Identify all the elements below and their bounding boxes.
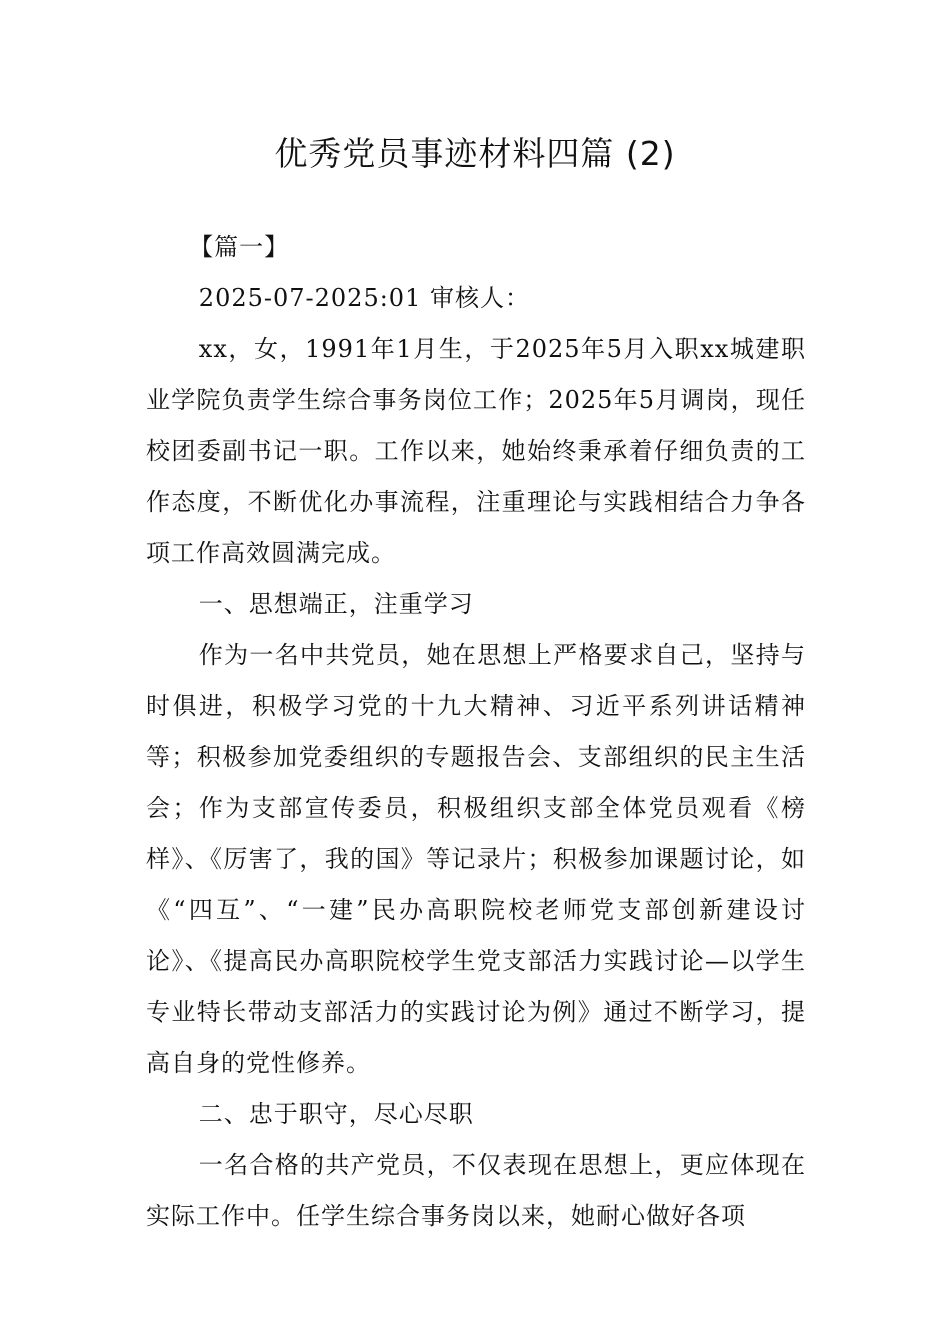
paragraph-study: 作为一名中共党员，她在思想上严格要求自己，坚持与时俱进，积极学习党的十九大精神、习近平系列讲话精神等；积极参加党委组织的专题报告会、支部组织的民主生活会；作为支部宣传委员，积极组织支部全体党员观看《榜样》、《厉害了，我的国》等记录片；积极参加课题讨论，如《“四互”、“一建”民办高职院校老师党支部创新建设讨论》、《提高民办高职院校学生党支部活力实践讨论—以学生专业特长带动支部活力的实践讨论为例》通过不断学习，提高自身的党性修养。 [146,641,806,1077]
heading-one: 一、思想端正，注重学习 [198,590,474,618]
meta-line: 2025-07-2025:01 审核人： [198,284,530,312]
heading-two: 二、忠于职守，尽心尽职 [198,1100,474,1128]
paragraph-intro: xx，女，1991年1月生，于2025年5月入职xx城建职业学院负责学生综合事务岗位工作；2025年5月调岗，现任校团委副书记一职。工作以来，她始终秉承着仔细负责的工作态度，不断优化办事流程，注重理论与实践相结合力争各项工作高效圆满完成。 [146,335,806,567]
document-title: 优秀党员事迹材料四篇 (2) [274,134,676,173]
document-body [146,222,806,1242]
paragraph-duty: 一名合格的共产党员，不仅表现在思想上，更应体现在实际工作中。任学生综合事务岗以来，她耐心做好各项 [146,1151,806,1230]
section-label: 【篇一】 [189,233,290,261]
